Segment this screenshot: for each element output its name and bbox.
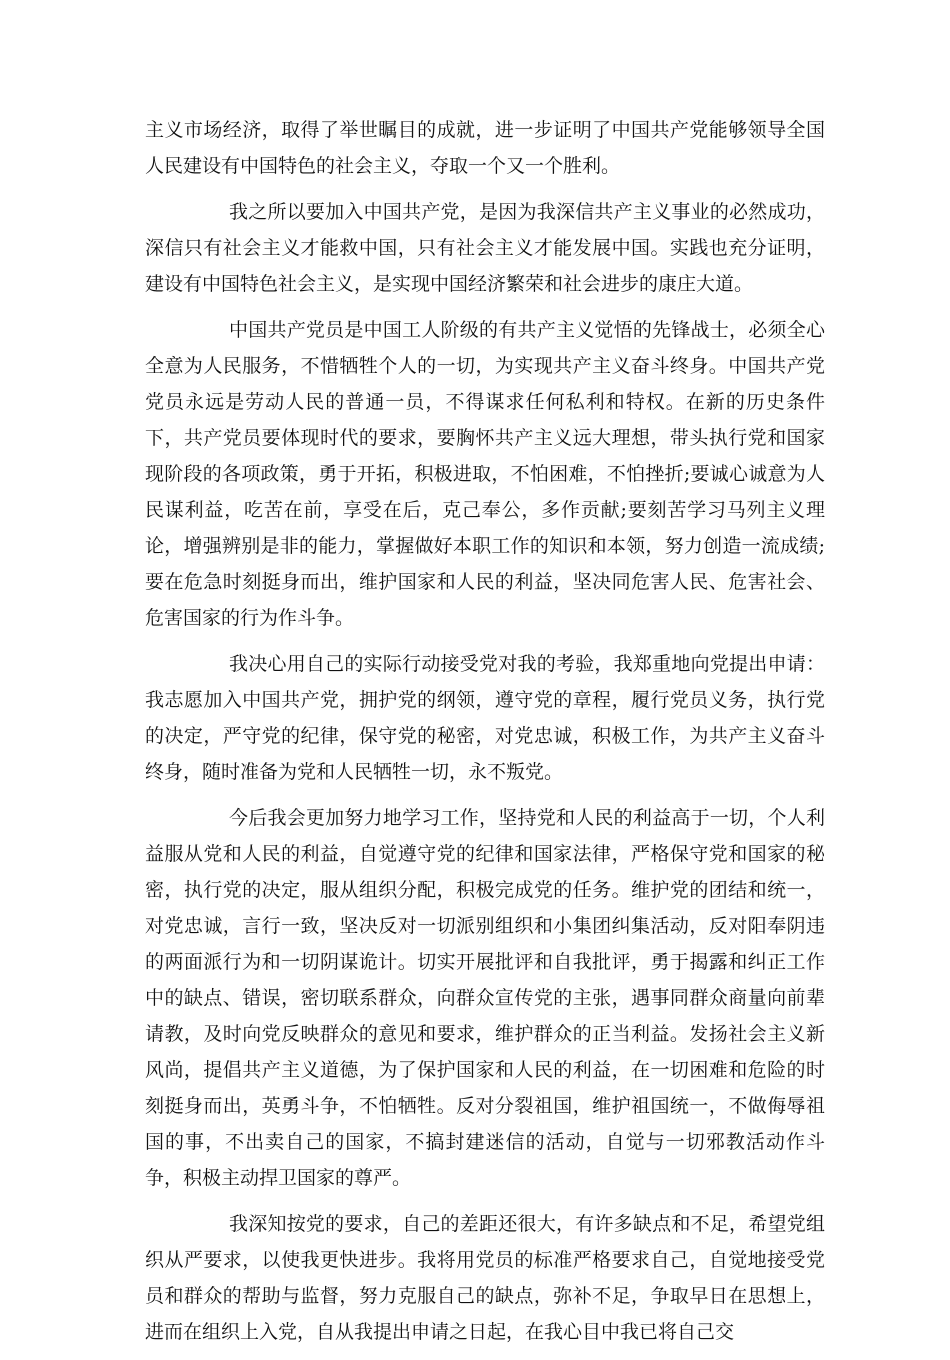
paragraph-3: 中国共产党员是中国工人阶级的有共产主义觉悟的先锋战士，必须全心全意为人民服务，不惜牺牲个人的一切，为实现共产主义奋斗终身。中国共产党党员永远是劳动人民的普通一员，不得谋求任何私利和特权。在新的历史条件下，共产党员要体现时代的要求，要胸怀共产主义远大理想，带头执行党和国家现阶段的各项政策，勇于开拓，积极进取，不怕困难，不怕挫折;要诚心诚意为人民谋利益，吃苦在前，享受在后，克己奉公，多作贡献;要刻苦学习马列主义理论，增强辨别是非的能力，掌握做好本职工作的知识和本领，努力创造一流成绩;要在危急时刻挺身而出，维护国家和人民的利益，坚决同危害人民、危害社会、危害国家的行为作斗争。 <box>145 319 825 629</box>
paragraph-1: 主义市场经济，取得了举世瞩目的成就，进一步证明了中国共产党能够领导全国人民建设有中国特色的社会主义，夺取一个又一个胜利。 <box>145 119 825 177</box>
document-page <box>145 112 825 1360</box>
paragraph-5: 今后我会更加努力地学习工作，坚持党和人民的利益高于一切，个人利益服从党和人民的利益，自觉遵守党的纪律和国家法律，严格保守党和国家的秘密，执行党的决定，服从组织分配，积极完成党的任务。维护党的团结和统一，对党忠诚，言行一致，坚决反对一切派别组织和小集团纠集活动，反对阳奉阴违的两面派行为和一切阴谋诡计。切实开展批评和自我批评，勇于揭露和纠正工作中的缺点、错误，密切联系群众，向群众宣传党的主张，遇事同群众商量向前辈请教，及时向党反映群众的意见和要求，维护群众的正当利益。发扬社会主义新风尚，提倡共产主义道德，为了保护国家和人民的利益，在一切困难和危险的时刻挺身而出，英勇斗争，不怕牺牲。反对分裂祖国，维护祖国统一，不做侮辱祖国的事，不出卖自己的国家，不搞封建迷信的活动，自觉与一切邪教活动作斗争，积极主动捍卫国家的尊严。 <box>145 807 825 1189</box>
paragraph-2: 我之所以要加入中国共产党，是因为我深信共产主义事业的必然成功，深信只有社会主义才能救中国，只有社会主义才能发展中国。实践也充分证明，建设有中国特色社会主义，是实现中国经济繁荣和社会进步的康庄大道。 <box>145 201 825 295</box>
paragraph-6: 我深知按党的要求，自己的差距还很大，有许多缺点和不足，希望党组织从严要求，以使我更快进步。我将用党员的标准严格要求自己，自觉地接受党员和群众的帮助与监督，努力克服自己的缺点，弥补不足，争取早日在思想上，进而在组织上入党，自从我提出申请之日起，在我心目中我已将自己交 <box>145 1213 825 1343</box>
paragraph-4: 我决心用自己的实际行动接受党对我的考验，我郑重地向党提出申请：我志愿加入中国共产党，拥护党的纲领，遵守党的章程，履行党员义务，执行党的决定，严守党的纪律，保守党的秘密，对党忠诚，积极工作，为共产主义奋斗终身，随时准备为党和人民牺牲一切，永不叛党。 <box>145 653 825 783</box>
